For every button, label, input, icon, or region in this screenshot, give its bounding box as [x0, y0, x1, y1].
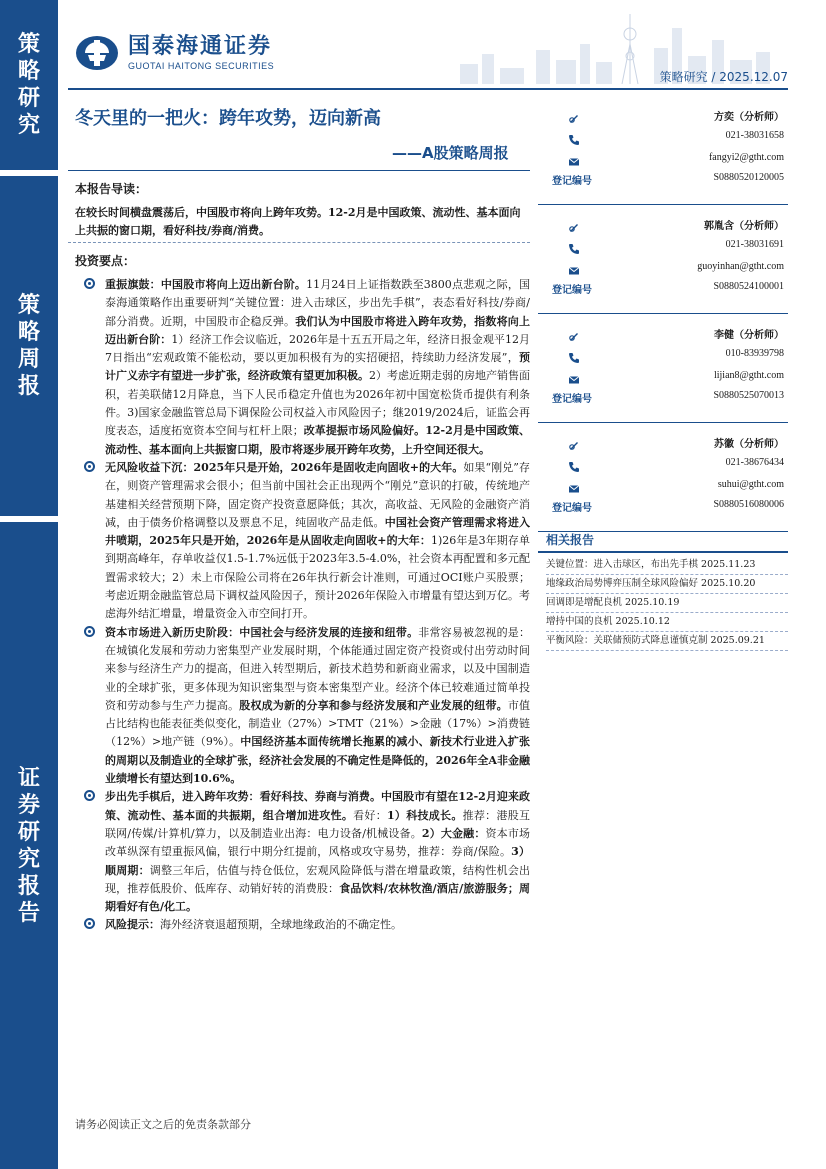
key-point-text: 食品饮料/农林牧渔/酒店/旅游服务；周期看好有色/化工。	[105, 881, 530, 914]
side-band-char: 研	[17, 819, 40, 845]
related-reports-list	[546, 556, 788, 651]
email-icon	[568, 371, 580, 383]
key-point-text: 资本市场进入新历史阶段：中国社会与经济发展的连接和纽带。	[105, 625, 419, 639]
analyst-reg-number: S0880524100001	[713, 281, 784, 292]
risk-label: 风险提示：	[105, 918, 160, 932]
analyst-name: 苏徽（分析师）	[714, 439, 784, 450]
intro-heading: 本报告导读：	[75, 182, 148, 196]
bullet-icon	[84, 790, 95, 801]
side-band-char: 究	[17, 846, 40, 872]
key-point-text: 11月24日上证指数跌至3800点悲观之际，国泰海通策略作出重要研判“关键位置：进入击球区，步出先手棋”，表态看好科技/券商/部分消费。近期，中国股市企稳反弹。	[105, 278, 530, 328]
analyst-card	[538, 318, 788, 423]
side-band-char: 究	[17, 113, 40, 138]
key-point-text: 推荐：港股互联网/传媒/计算机/算力，以及制造业出海：电力设备/机械设备。	[105, 808, 531, 840]
report-date: 2025.12.07	[719, 70, 788, 84]
analyst-reg-label: 登记编号	[552, 394, 592, 405]
related-report-item[interactable]: 回调即是增配良机 2025.10.19	[546, 594, 788, 613]
key-points-body	[84, 276, 530, 935]
key-point-text: 中国经济基本面传统增长拖累的减小、新技术行业进入扩张的周期以及制造业的全球扩张，经济社会发展的不确定性是降低的，2026年全A非金融业绩增长有望达到10.6%。	[105, 735, 530, 786]
side-band-report	[0, 522, 58, 1169]
key-point	[84, 459, 530, 624]
analyst-card	[538, 209, 788, 314]
related-reports-heading: 相关报告	[546, 533, 595, 547]
key-point-text: 步出先手棋后，进入跨年攻势：看好科技、券商与消费。中国股市有望在12-2月迎来政策、流动性、基本面的共振期，组合增加进攻性。	[105, 790, 530, 822]
related-report-item[interactable]: 地缘政治局势博弈压制全球风险偏好 2025.10.20	[546, 575, 788, 594]
key-point-text: 如果“刚兑”存在，则资产管理需求会很小；但当前中国社会正出现两个“刚兑”意识的打破，传统地产基建相关经营预期下降，固定资产投资意愿降低；其次，高收益、无风险的金融资产消减，由于债务价格调整以及票息不足，纯固收产品走低。	[105, 460, 531, 529]
analyst-email[interactable]: fangyi2@gtht.com	[708, 152, 784, 163]
key-point-text: 股权成为新的分享和参与经济发展和产业发展的纽带。	[239, 698, 508, 712]
side-band-char: 周	[17, 347, 40, 372]
analyst-list	[538, 100, 788, 532]
report-title: 冬天里的一把火：跨年攻势，迈向新高	[75, 108, 381, 129]
side-band-char: 券	[17, 792, 40, 818]
report-subtitle: ——A股策略周报	[392, 144, 509, 162]
analyst-phone: 021-38676434	[725, 457, 784, 468]
company-logo	[74, 34, 274, 72]
key-point-text: 2）考虑近期走弱的房地产销售面积，若美联储12月降息，当下人民币稳定升值也为2026年初中国宽松货币提供有利条件。3)国家金融监管总局下调保险公司权益入市风险因子；继2019/2024后，证监会再度表态，适度拓宽资本空间与杠杆上限；	[105, 369, 530, 438]
side-band-char: 研	[17, 86, 40, 111]
key-point	[84, 788, 530, 916]
pen-icon	[568, 218, 580, 230]
email-icon	[568, 153, 580, 165]
title-rule	[68, 170, 530, 171]
side-band-type	[0, 176, 58, 516]
key-point-text: 重振旗鼓：中国股市将向上迈出新台阶。	[105, 278, 307, 291]
analyst-reg-label: 登记编号	[552, 176, 592, 187]
related-report-item[interactable]: 关键位置：进入击球区，布出先手棋 2025.11.23	[546, 556, 788, 575]
analyst-reg-label: 登记编号	[552, 285, 592, 296]
key-point-text: 中国社会资产管理需求将进入井喷期，2025年只是开始，2026年是从固收走向固收+的大年：	[105, 515, 531, 548]
analyst-phone: 010-83939798	[725, 348, 784, 359]
intro-text: 在较长时间横盘震荡后，中国股市将向上跨年攻势。12-2月是中国政策、流动性、基本面向上共振的窗口期，看好科技/券商/消费。	[75, 206, 521, 237]
analyst-card	[538, 100, 788, 205]
analyst-email[interactable]: guoyinhan@gtht.com	[697, 261, 784, 272]
meta-separator: /	[711, 70, 720, 84]
header-rule	[68, 88, 788, 90]
key-point-text: 2）大金融：	[421, 826, 486, 840]
bullet-icon	[84, 626, 95, 637]
related-reports-rule	[538, 551, 788, 553]
side-band-char: 策	[17, 32, 40, 57]
key-point-text: 无风险收益下沉：2025年只是开始，2026年是固收走向固收+的大年。	[105, 460, 464, 474]
analyst-name: 方奕（分析师）	[714, 112, 784, 123]
analyst-email[interactable]: lijian8@gtht.com	[713, 370, 784, 381]
side-band-char: 证	[17, 765, 40, 791]
email-icon	[568, 480, 580, 492]
key-point-text: 市值占比结构也能表征类似变化，制造业（27%）>TMT（21%）>金融（17%）>消费链（12%）>地产链（9%）。	[105, 698, 531, 749]
analyst-email[interactable]: suhui@gtht.com	[717, 479, 784, 490]
pen-icon	[568, 327, 580, 339]
related-report-item[interactable]: 增持中国的良机 2025.10.12	[546, 613, 788, 632]
side-band-char: 告	[17, 900, 40, 926]
risk-text: 海外经济衰退超预期，全球地缘政治的不确定性。	[160, 918, 402, 932]
key-point	[84, 624, 530, 789]
analyst-card	[538, 427, 788, 532]
analyst-phone: 021-38031691	[725, 239, 784, 250]
analyst-reg-number: S0880520120005	[713, 172, 784, 183]
key-point-text: 预计广义赤字有望进一步扩张，经济政策有望更加积极。	[105, 351, 530, 383]
email-icon	[568, 262, 580, 274]
logo-mark-icon	[74, 34, 120, 72]
phone-icon	[568, 458, 580, 470]
analyst-reg-number: S0880516080006	[713, 499, 784, 510]
analyst-reg-number: S0880525070013	[713, 390, 784, 401]
phone-icon	[568, 349, 580, 361]
analyst-phone: 021-38031658	[725, 130, 784, 141]
key-point-text: 非常容易被忽视的是：在城镇化发展和劳动力密集型产业发展时期，个体能通过固定资产投资或付出劳动时间来参与经济生产力的提高，但进入转型期后，新技术趋势和新商业需求，以及中国制造业的全球扩张，更多体现为知识密集型与资本密集型产业。经济个体已较难通过简单投资和劳动参与生产力提高。	[105, 625, 530, 712]
key-point-text: 调整三年后，估值与持仓低位，宏观风险降低与潜在增量政策，结构性机会出现，推荐低股价、低库存、动销好转的消费股：	[105, 863, 531, 895]
side-band-char: 略	[17, 320, 40, 345]
disclaimer: 请务必阅读正文之后的免责条款部分	[75, 1118, 251, 1131]
report-category: 策略研究	[659, 70, 708, 84]
pen-icon	[568, 109, 580, 121]
phone-icon	[568, 240, 580, 252]
phone-icon	[568, 131, 580, 143]
bullet-icon	[84, 918, 95, 929]
report-meta	[660, 68, 788, 85]
key-point-text: 看好：	[353, 808, 387, 822]
analyst-reg-label: 登记编号	[552, 503, 592, 514]
side-band-char: 报	[17, 374, 40, 399]
key-point-text: 3）顺周期：	[105, 845, 530, 877]
related-report-item[interactable]: 平衡风险：关联储预防式降息谨慎克制 2025.09.21	[546, 632, 788, 651]
side-band-char: 策	[17, 293, 40, 318]
logo-name-cn: 国泰海通证券	[128, 34, 273, 59]
key-point-text: 资本市场改革纵深有望重振风偏，银行中期分红提前，风格或攻守易势，推荐：券商/保险。	[105, 826, 531, 859]
risk-note	[84, 916, 530, 934]
logo-name-en: GUOTAI HAITONG SECURITIES	[128, 61, 275, 71]
bullet-icon	[84, 278, 95, 289]
key-points-heading: 投资要点：	[75, 254, 136, 268]
key-point-text: 我们认为中国股市将进入跨年攻势，指数将向上迈出新台阶：	[105, 314, 531, 346]
analyst-name: 李健（分析师）	[714, 330, 784, 341]
side-band-char: 略	[17, 59, 40, 84]
intro-divider	[68, 242, 530, 243]
key-point-text: 改革提振市场风险偏好。12-2月是中国政策、流动性、基本面向上共振窗口期，股市将逐步展开跨年攻势，上升空间还很大。	[105, 424, 531, 456]
bullet-icon	[84, 461, 95, 472]
key-point-text: 1）科技成长。	[387, 808, 463, 822]
side-band-category	[0, 0, 58, 170]
key-point	[84, 276, 530, 459]
analyst-name: 郭胤含（分析师）	[704, 221, 784, 232]
side-band-char: 报	[17, 873, 40, 899]
key-point-text: 1）经济工作会议临近，2026年是十五五开局之年，经济日报金观平12月7日指出“宏观政策不能松动，要以更加积极有为的实招硬招，持续助力经济发展”，	[105, 332, 530, 365]
key-point-text: 1)26年是3年期存单到期高峰年，存单收益仅1.5-1.7%远低于2023年3.5-4.0%，社会资本再配置和多元配置需求较大；2）未上市保险公司将在26年执行新会计准则，可通过OCI账户买股票；考虑近期金融监管总局下调权益风险因子，预计2026年保险入市增量有望达到万亿。考虑海外结汇增量，增量资金入市空间打开。	[105, 534, 530, 621]
pen-icon	[568, 436, 580, 448]
